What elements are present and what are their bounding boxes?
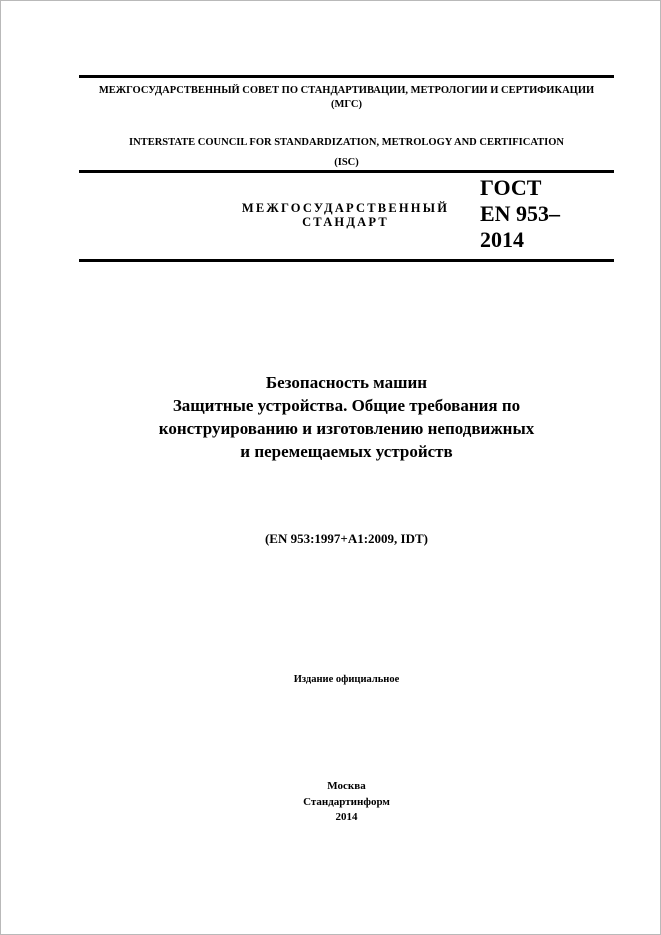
imprint-publisher: Стандартинформ bbox=[303, 795, 390, 808]
title-line1: Безопасность машин bbox=[265, 373, 428, 392]
title-line3: конструированию и изготовлению неподвижных bbox=[158, 419, 535, 438]
council-en bbox=[79, 133, 614, 173]
imprint-year: 2014 bbox=[335, 811, 358, 823]
standard-code bbox=[480, 175, 600, 253]
standard-code-line3: 2014 bbox=[480, 227, 524, 252]
middle-rule bbox=[79, 170, 614, 173]
imprint-city: Москва bbox=[327, 780, 366, 792]
standard-type-line2: СТАНДАРТ bbox=[302, 215, 389, 229]
imprint bbox=[79, 779, 614, 826]
document-title bbox=[79, 371, 614, 463]
standard-code-line2: EN 953– bbox=[480, 201, 561, 226]
council-ru-name: МЕЖГОСУДАРСТВЕННЫЙ СОВЕТ ПО СТАНДАРТИВАЦИИ, МЕТРОЛОГИИ И СЕРТИФИКАЦИИ bbox=[98, 85, 595, 96]
council-en-abbr: (ISC) bbox=[334, 157, 359, 168]
title-line4: и перемещаемых устройств bbox=[240, 442, 453, 461]
standard-type bbox=[228, 201, 463, 229]
standard-type-line1: МЕЖГОСУДАРСТВЕННЫЙ bbox=[241, 201, 450, 215]
top-rule bbox=[79, 75, 614, 78]
reference-standard: (EN 953:1997+A1:2009, IDT) bbox=[264, 531, 429, 546]
edition-note: Издание официальное bbox=[293, 674, 400, 685]
council-ru-abbr: (МГС) bbox=[330, 99, 363, 110]
standard-code-line1: ГОСТ bbox=[480, 175, 542, 200]
council-ru bbox=[79, 84, 614, 112]
title-line2: Защитные устройства. Общие требования по bbox=[172, 396, 521, 415]
council-en-name: INTERSTATE COUNCIL FOR STANDARDIZATION, METROLOGY AND CERTIFICATION bbox=[129, 137, 564, 148]
bottom-rule bbox=[79, 259, 614, 262]
